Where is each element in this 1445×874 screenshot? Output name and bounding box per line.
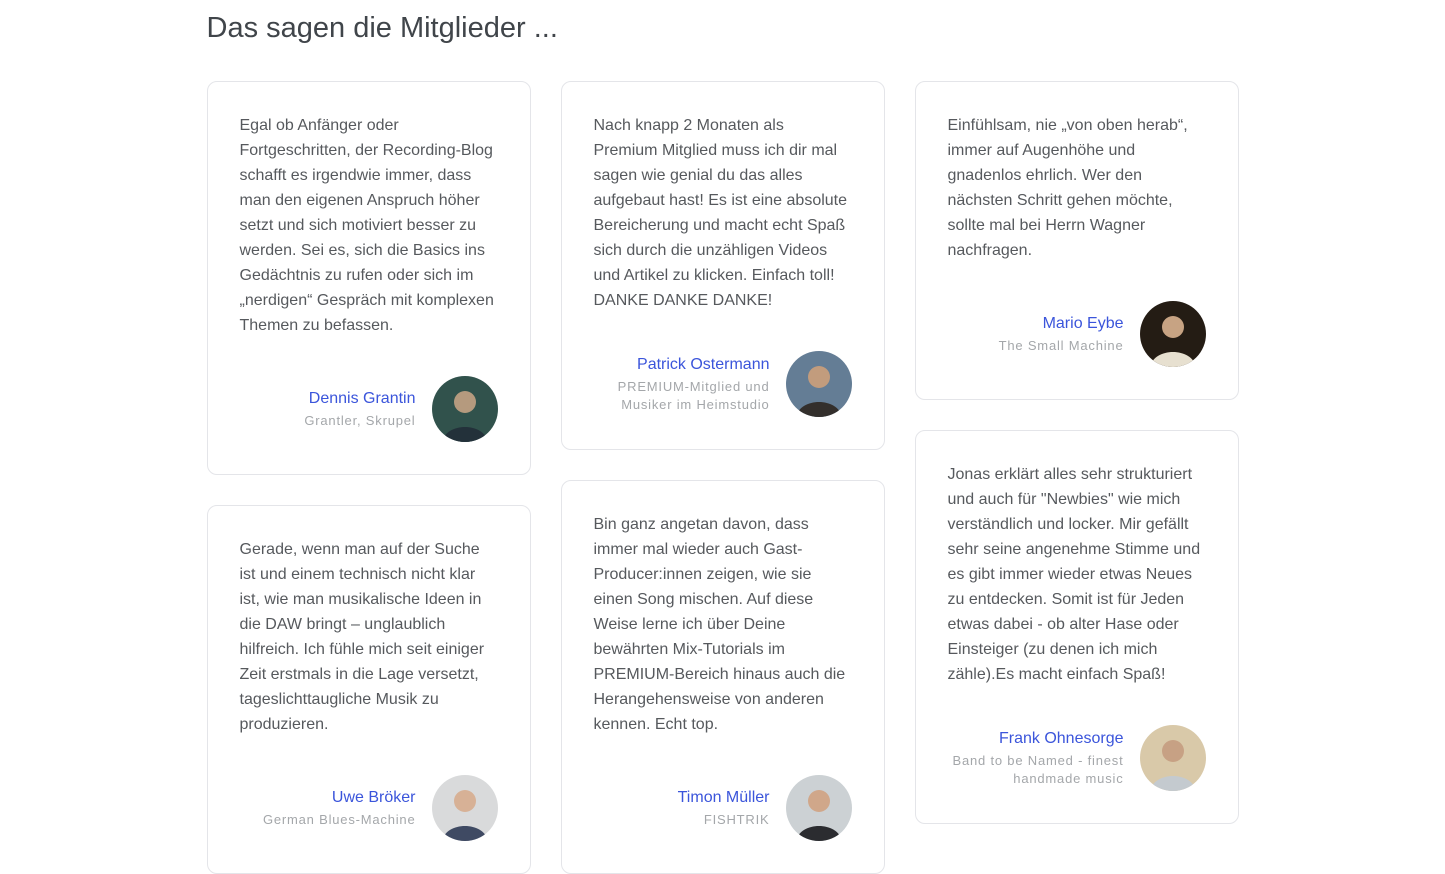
grid-column-3	[915, 81, 1239, 824]
avatar-head	[808, 366, 830, 388]
grid-column-2	[561, 81, 885, 874]
author-name-link[interactable]: Dennis Grantin	[308, 389, 416, 407]
author-subtitle: German Blues-Machine	[262, 811, 416, 827]
avatar-head	[454, 790, 476, 812]
avatar	[786, 775, 852, 841]
avatar-head	[808, 790, 830, 812]
author-name-link[interactable]: Frank Ohnesorge	[998, 729, 1124, 747]
avatar	[432, 376, 498, 442]
author-subtitle: FISHTRIK	[703, 811, 770, 827]
testimonial-card	[915, 81, 1239, 400]
testimonial-author	[594, 775, 852, 841]
author-text	[948, 729, 1124, 788]
testimonial-card	[207, 505, 531, 874]
testimonial-card	[207, 81, 531, 475]
avatar-photo-icon	[1140, 725, 1206, 791]
avatar-photo-icon	[432, 775, 498, 841]
testimonial-quote: Bin ganz angetan davon, dass immer mal wieder auch Gast-Producer:innen zeigen, wie sie einen Song mischen. Auf diese Weise lerne ich über Deine bewährten Mix-Tutorials im PREMIUM-Bereich hinaus auch die Herangehensweise von anderen kennen. Echt top.	[593, 516, 846, 733]
author-text	[594, 355, 770, 414]
author-text	[678, 788, 770, 829]
avatar	[1140, 301, 1206, 367]
testimonial-author	[240, 775, 498, 841]
testimonial-card	[561, 480, 885, 874]
author-subtitle: PREMIUM-Mitglied und Musiker im Heimstudio	[617, 378, 770, 412]
author-subtitle: The Small Machine	[998, 337, 1124, 353]
avatar	[432, 775, 498, 841]
author-subtitle: Grantler, Skrupel	[304, 412, 416, 428]
avatar	[786, 351, 852, 417]
testimonial-card	[561, 81, 885, 450]
avatar-photo-icon	[786, 775, 852, 841]
testimonial-author	[594, 351, 852, 417]
avatar-head	[1162, 316, 1184, 338]
author-name-link[interactable]: Mario Eybe	[1042, 314, 1124, 332]
testimonial-author	[948, 725, 1206, 791]
avatar-photo-icon	[786, 351, 852, 417]
author-text	[999, 314, 1124, 355]
testimonial-quote: Gerade, wenn man auf der Suche ist und einem technisch nicht klar ist, wie man musikalische Ideen in die DAW bringt – unglaublich hilfreich. Ich fühle mich seit einiger Zeit erstmals in die Lage versetzt, tageslichttaugliche Musik zu produzieren.	[239, 541, 485, 733]
avatar-photo-icon	[1140, 301, 1206, 367]
testimonial-quote: Einfühlsam, nie „von oben herab“, immer auf Augenhöhe und gnadenlos ehrlich. Wer den nächsten Schritt gehen möchte, sollte mal bei Herrn Wagner nachfragen.	[947, 117, 1188, 259]
testimonial-quote: Nach knapp 2 Monaten als Premium Mitglied muss ich dir mal sagen wie genial du das alles aufgebaut hast! Es ist eine absolute Bereicherung und macht echt Spaß sich durch die unzähligen Videos und Artikel zu klicken. Einfach toll! DANKE DANKE DANKE!	[593, 117, 848, 309]
testimonial-quote: Jonas erklärt alles sehr strukturiert und auch für "Newbies" wie mich verständlich und locker. Mir gefällt sehr seine angenehme Stimme und es gibt immer wieder etwas Neues zu entdecken. Somit ist für Jeden etwas dabei - ob alter Hase oder Einsteiger (zu denen ich mich zähle).Es macht einfach Spaß!	[947, 466, 1201, 683]
avatar-photo-icon	[432, 376, 498, 442]
page-title: Das sagen die Mitglieder ...	[206, 12, 558, 44]
testimonials-section	[207, 0, 1239, 874]
avatar	[1140, 725, 1206, 791]
testimonial-quote: Egal ob Anfänger oder Fortgeschritten, der Recording-Blog schafft es irgendwie immer, dass man den eigenen Anspruch höher setzt und sich motiviert besser zu werden. Sei es, sich die Basics ins Gedächtnis zu rufen oder sich im „nerdigen“ Gespräch mit komplexen Themen zu befassen.	[239, 117, 494, 334]
grid-column-1	[207, 81, 531, 874]
testimonials-grid	[207, 81, 1239, 874]
author-name-link[interactable]: Uwe Bröker	[331, 788, 416, 806]
testimonial-author	[948, 301, 1206, 367]
author-name-link[interactable]: Timon Müller	[677, 788, 770, 806]
testimonial-card	[915, 430, 1239, 824]
avatar-head	[454, 391, 476, 413]
author-text	[263, 788, 416, 829]
author-subtitle: Band to be Named - finest handmade music	[952, 752, 1124, 786]
testimonial-author	[240, 376, 498, 442]
author-name-link[interactable]: Patrick Ostermann	[637, 355, 770, 373]
avatar-head	[1162, 740, 1184, 762]
author-text	[304, 389, 415, 430]
